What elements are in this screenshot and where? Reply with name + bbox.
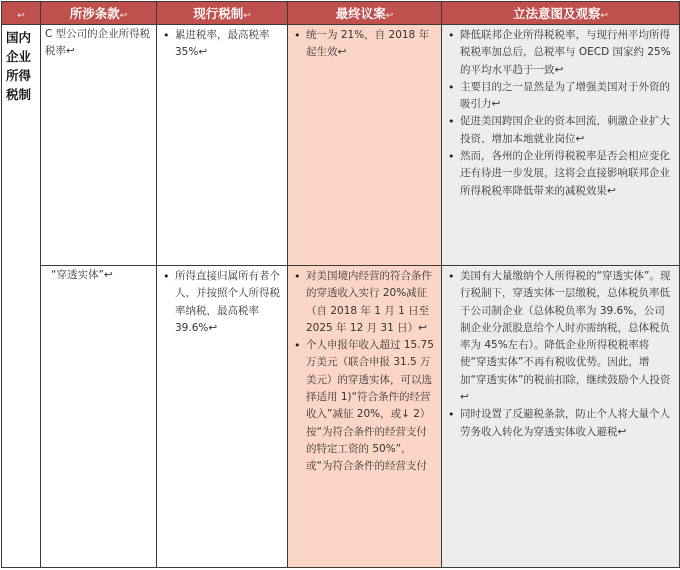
list-item: • 美国有大量缴纳个人所得税的“穿透实体”。现行税制下，穿透实体一层缴税，总体税负率低于公司制企业（总体税负率为 39.6%，公司制企业分派股息给个人时亦需纳税，总体税负率为 45%左右）。降低企业所得税税率将使“穿透实体”不再有税收优势。因此，增加“穿透实体”的税前扣除，继续鼓励个人投资↩ [460, 268, 675, 406]
intent-cell [442, 25, 680, 266]
final-cell [288, 266, 442, 568]
list-item: • 然而，各州的企业所得税税率是否会相应变化还有待进一步发展，这将会直接影响联邦企业所得税税率降低带来的减税效果↩ [460, 148, 675, 200]
header-row [2, 2, 680, 25]
list-item: • 统一为 21%，自 2018 年起生效↩ [306, 27, 437, 62]
header-final: 最终议案↩ [288, 2, 442, 25]
clause-cell: C 型公司的企业所得税税率↩ [41, 25, 157, 266]
list-item: • 主要目的之一显然是为了增强美国对于外资的吸引力↩ [460, 79, 675, 114]
list-item: • 降低联邦企业所得税税率，与现行州平均所得税税率加总后，总税率与 OECD 国家约 25%的平均水平趋于一致↩ [460, 27, 675, 79]
current-cell [157, 266, 288, 568]
tax-comparison-table [1, 1, 680, 568]
list-item: • 累进税率，最高税率 35%↩ [175, 27, 283, 62]
header-corner: ↩ [2, 2, 41, 25]
final-cell [288, 25, 442, 266]
table-row [2, 266, 680, 568]
header-intent: 立法意图及观察↩ [442, 2, 680, 25]
row-category-label: 国内企业所得税制 [2, 25, 41, 568]
clause-cell: “穿透实体”↩ [41, 266, 157, 568]
header-clause: 所涉条款↩ [41, 2, 157, 25]
list-item: • 促进美国跨国企业的资本回流，刺激企业扩大投资、增加本地就业岗位↩ [460, 113, 675, 148]
header-current: 现行税制↩ [157, 2, 288, 25]
table-row [2, 25, 680, 266]
list-item: • 对美国境内经营的符合条件的穿透收入实行 20%减征（自 2018 年 1 月 1 日至 2025 年 12 月 31 日）↩ [306, 268, 437, 337]
list-item: • 个人申报年收入超过 15.75 万美元（联合申报 31.5 万美元）的穿透实体，可以选择适用 1)“符合条件的经营收入”减征 20%，或↓ 2） 按“为符合条件的经营支付的特定工资的 50%”，或“为符合条件的经营支付 [306, 337, 437, 475]
current-cell [157, 25, 288, 266]
intent-cell [442, 266, 680, 568]
list-item: • 同时设置了反避税条款，防止个人将大量个人劳务收入转化为穿透实体收入避税↩ [460, 406, 675, 441]
list-item: • 所得直接归属所有者个人，并按照个人所得税率纳税，最高税率 39.6%↩ [175, 268, 283, 337]
